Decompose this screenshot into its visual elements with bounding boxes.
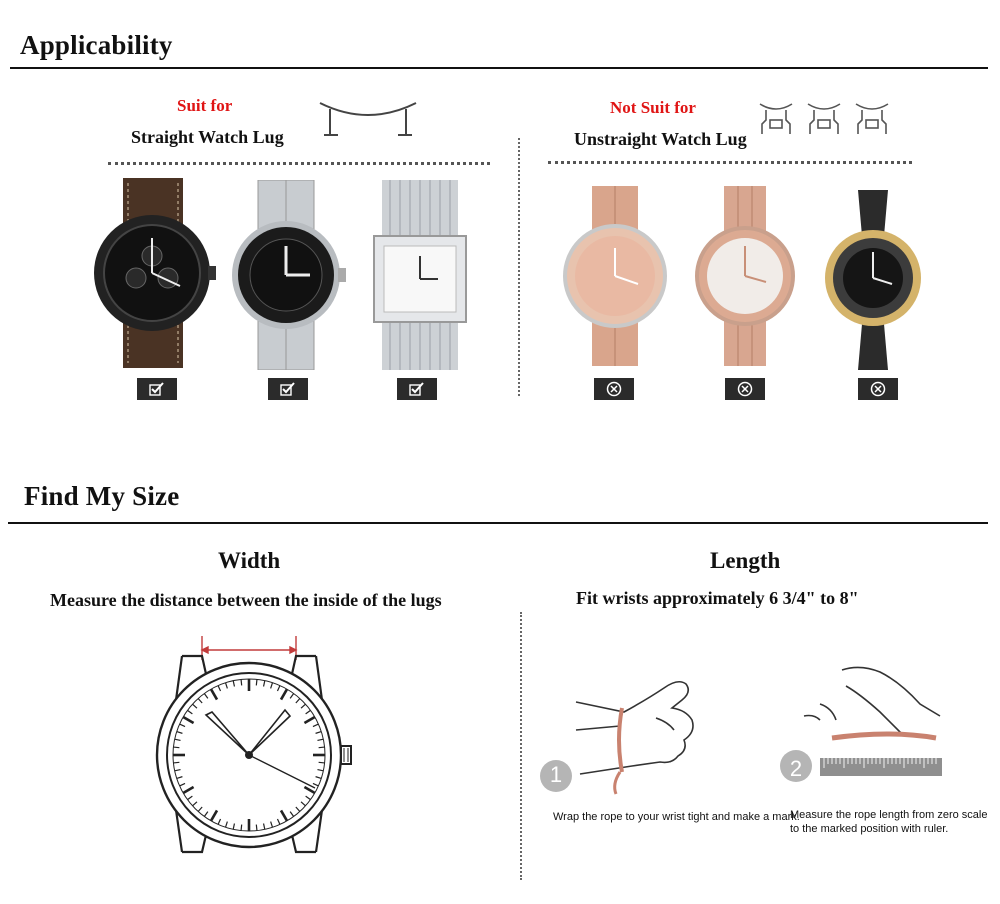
cross-icon	[870, 381, 886, 397]
not-suit-cross-badge-1	[594, 378, 634, 400]
black-chronograph-watch	[88, 178, 218, 368]
straight-lug-label: Straight Watch Lug	[131, 127, 284, 147]
measure-rope-illustration	[780, 664, 980, 794]
not-suit-dotted-line	[548, 161, 912, 164]
length-instruction: Fit wrists approximately 6 3/4" to 8"	[576, 588, 859, 608]
gold-black-dial-watch	[818, 190, 928, 370]
check-icon	[409, 382, 425, 396]
length-heading: Length	[710, 548, 781, 573]
check-icon	[280, 382, 296, 396]
dial-tick	[173, 762, 179, 763]
cross-icon	[606, 381, 622, 397]
dial-tick	[241, 679, 242, 685]
suit-check-badge-3	[397, 378, 437, 400]
dial-tick	[173, 747, 179, 748]
not-suit-cross-badge-2	[725, 378, 765, 400]
step-2-number: 2	[789, 756, 803, 781]
wrap-rope-illustration	[536, 670, 756, 800]
rose-gold-pearl-watch	[690, 186, 800, 366]
suit-check-badge-1	[137, 378, 177, 400]
suit-for-tag: Suit for	[177, 96, 233, 115]
step-1-number: 1	[549, 762, 563, 787]
width-heading: Width	[218, 548, 281, 573]
not-suit-for-tag: Not Suit for	[610, 98, 696, 117]
dial-tick	[256, 825, 257, 831]
rose-gold-crystal-watch	[560, 186, 670, 366]
steel-diver-watch	[226, 180, 346, 370]
dial-tick	[256, 679, 257, 685]
applicability-rule	[10, 67, 988, 69]
step-1-caption: Wrap the rope to your wrist tight and make a mark.	[553, 811, 800, 823]
applicability-divider	[518, 138, 520, 396]
unstraight-lug-label: Unstraight Watch Lug	[574, 129, 747, 149]
watch-outline-diagram	[150, 630, 375, 880]
find-my-size-title: Find My Size	[24, 481, 180, 511]
applicability-title: Applicability	[20, 30, 173, 60]
step-2-caption-line-1: Measure the rope length from zero scale	[790, 809, 988, 821]
unstraight-lug-icon	[756, 100, 906, 146]
find-size-divider	[520, 612, 522, 880]
not-suit-cross-badge-3	[858, 378, 898, 400]
square-mesh-watch	[370, 180, 470, 370]
step-2-caption	[790, 808, 988, 836]
dial-tick	[241, 825, 242, 831]
suit-dotted-line	[108, 162, 490, 165]
dial-tick	[319, 762, 325, 763]
straight-lug-icon	[312, 95, 424, 145]
check-icon	[149, 382, 165, 396]
dial-tick	[319, 747, 325, 748]
cross-icon	[737, 381, 753, 397]
step-2-caption-line-2: to the marked position with ruler.	[790, 823, 949, 835]
suit-check-badge-2	[268, 378, 308, 400]
find-my-size-rule	[8, 522, 988, 524]
width-instruction: Measure the distance between the inside of the lugs	[50, 590, 442, 610]
